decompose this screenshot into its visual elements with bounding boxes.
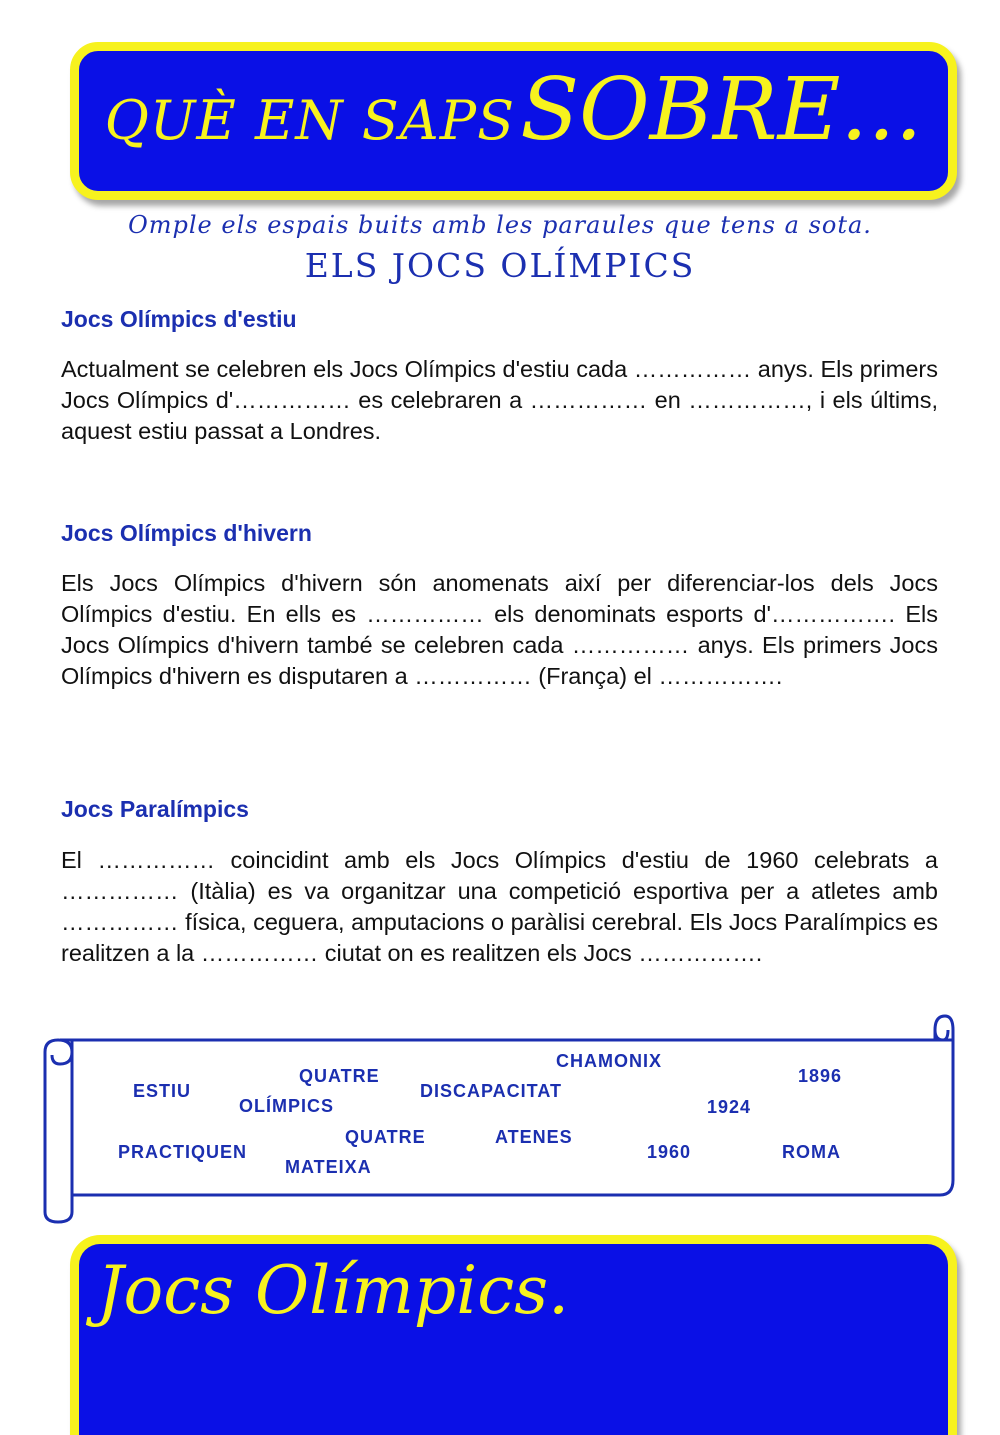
word-bank-item: 1896 [798,1066,843,1086]
word-bank-item: ESTIU [133,1081,192,1101]
section-heading-winter: Jocs Olímpics d'hivern [61,520,312,546]
word-bank-item: MATEIXA [285,1157,372,1177]
section-heading-paralympic: Jocs Paralímpics [61,796,249,822]
banner-title-part2: SOBRE... [520,60,923,160]
word-bank-item: ROMA [782,1142,841,1162]
word-bank-item: OLÍMPICS [239,1096,335,1116]
word-bank-item: QUATRE [345,1127,426,1147]
word-bank-item: 1924 [707,1097,752,1117]
footer-banner [70,1235,957,1435]
section-text-paralympic: El …………… coincidint amb els Jocs Olímpics d'estiu de 1960 celebrats a …………… (Itàlia) es va organitzar una competició esportiva per a atletes amb …………… física, ceguera, amputacions o paràlisi cerebral. Els Jocs Paralímpics es realitzen a la …………… ciutat on es realitzen els Jocs ……………. [61,847,938,966]
banner-title-part1: QUÈ EN SAPS [104,89,516,152]
section-text-winter: Els Jocs Olímpics d'hivern són anomenats així per diferenciar-los dels Jocs Olímpics d'estiu. En ells es …………… els denominats esports d'……………. Els Jocs Olímpics d'hivern també se celebren cada …………… anys. Els primers Jocs Olímpics d'hivern es disputaren a …………… (França) el ……………. [61,570,938,689]
footer-title: Jocs Olímpics. [97,1252,570,1329]
word-bank-item: ATENES [495,1127,573,1147]
section-text-summer: Actualment se celebren els Jocs Olímpics d'estiu cada …………… anys. Els primers Jocs Olímpics d'…………… es celebraren a …………… en ……………, i els últims, aquest estiu passat a Londres. [61,356,938,444]
word-bank-item: PRACTIQUEN [118,1142,248,1162]
word-bank-item: CHAMONIX [556,1051,662,1071]
word-bank-item: QUATRE [299,1066,380,1086]
instruction-text: Omple els espais buits amb les paraules que tens a sota. [128,211,872,239]
word-bank-item: 1960 [647,1142,692,1162]
section-heading-summer: Jocs Olímpics d'estiu [61,306,297,332]
word-bank-item: DISCAPACITAT [420,1081,562,1101]
page-subtitle: ELS JOCS OLÍMPICS [304,246,696,285]
